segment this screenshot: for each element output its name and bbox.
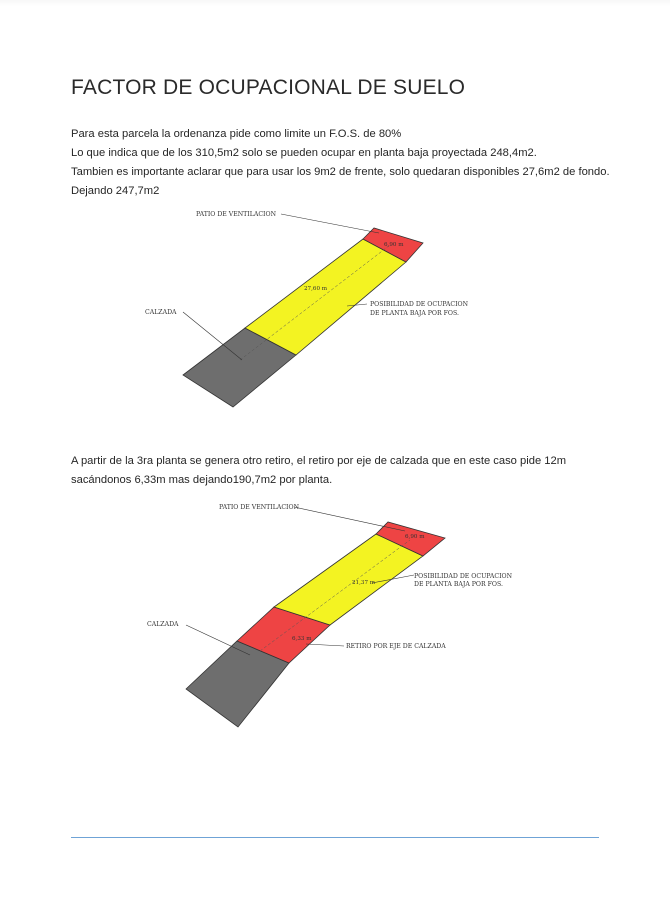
footer-divider <box>71 837 599 838</box>
dimension-red-top: 6,90 m <box>405 534 425 540</box>
dimension-yellow: 27,60 m <box>304 286 328 292</box>
dimension-red: 6,90 m <box>384 242 404 248</box>
label-posibilidad-1: POSIBILIDAD DE OCUPACION <box>370 301 469 308</box>
label-posibilidad-2: DE PLANTA BAJA POR FOS. <box>370 310 459 317</box>
fos-occupation-zone <box>274 534 423 625</box>
leader-line-retiro <box>306 644 344 646</box>
label-posibilidad-2: DE PLANTA BAJA POR FOS. <box>414 581 503 588</box>
leader-line-patio <box>294 507 405 531</box>
plot-diagram-upper-floors <box>0 495 670 735</box>
paragraph-line: Dejando 247,7m2 <box>71 185 160 197</box>
dimension-yellow: 21,37 m <box>352 580 376 586</box>
paragraph-line: Tambien es importante aclarar que para usar los 9m2 de frente, solo quedaran disponibles 27,6m2 de fondo. <box>71 166 610 178</box>
plot-diagram-ground-floor <box>0 195 670 415</box>
label-patio-ventilacion: PATIO DE VENTILACION <box>219 504 299 511</box>
leader-line-patio <box>281 214 379 233</box>
paragraph-fos <box>71 125 631 201</box>
paragraph-line: sacándonos 6,33m mas dejando190,7m2 por planta. <box>71 474 333 486</box>
label-calzada: CALZADA <box>147 621 179 628</box>
page-title: FACTOR DE OCUPACIONAL DE SUELO <box>71 76 466 99</box>
label-retiro-eje-calzada: RETIRO POR EJE DE CALZADA <box>346 643 446 650</box>
paragraph-retiro <box>71 452 631 490</box>
paragraph-line: Lo que indica que de los 310,5m2 solo se pueden ocupar en planta baja proyectada 248,4m2. <box>71 147 537 159</box>
dimension-red-bottom: 6,33 m <box>292 636 312 642</box>
paragraph-line: A partir de la 3ra planta se genera otro retiro, el retiro por eje de calzada que en este caso pide 12m <box>71 455 567 467</box>
paragraph-line: Para esta parcela la ordenanza pide como limite un F.O.S. de 80% <box>71 128 402 140</box>
label-posibilidad-1: POSIBILIDAD DE OCUPACION <box>414 573 513 580</box>
label-calzada: CALZADA <box>145 309 177 316</box>
top-shadow <box>0 0 670 6</box>
label-patio-ventilacion: PATIO DE VENTILACION <box>196 211 276 218</box>
